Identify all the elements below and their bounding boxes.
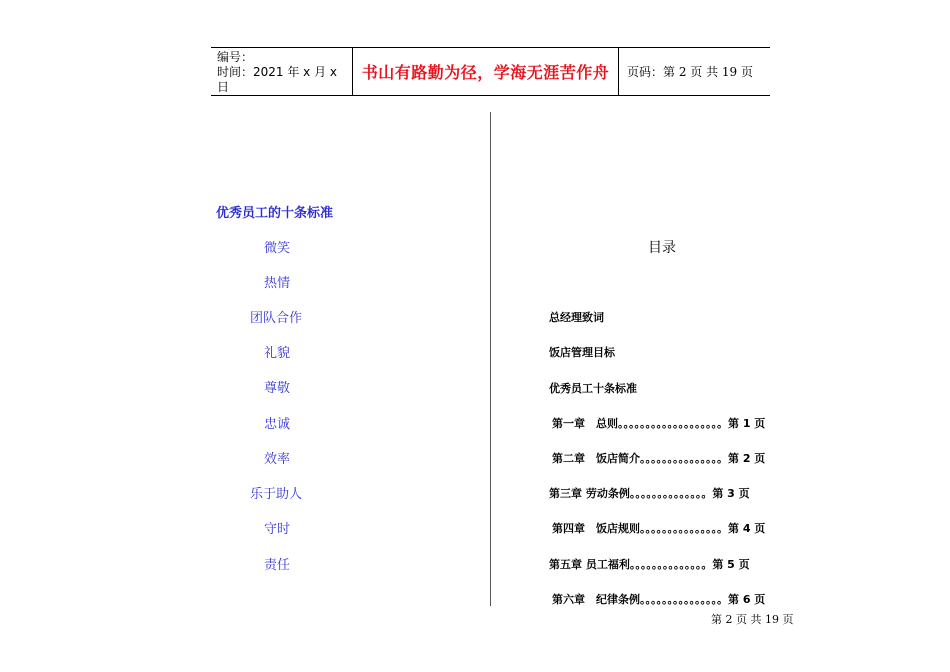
standard-item: 责任 [264,558,291,573]
header-motto-cell [353,48,619,95]
time-label: 时间：2021 年 x 月 x 日 [217,65,338,94]
toc-entry: 饭店管理目标 [549,346,615,359]
column-divider [490,112,491,606]
standard-item: 热情 [264,276,291,291]
standards-title: 优秀员工的十条标准 [216,206,334,221]
page-info: 页码：第 2 页 共 19 页 [627,65,753,79]
standard-item: 尊敬 [264,381,291,396]
number-label: 编号： [217,50,254,64]
standard-item: 团队合作 [250,311,303,326]
motto-text: 书山有路勤为径，学海无涯苦作舟 [361,63,610,82]
standard-item: 微笑 [264,241,291,256]
page-header [211,47,770,96]
toc-title: 目录 [648,240,676,256]
standard-item: 效率 [264,452,291,467]
toc-chapter-entry: 第一章 总则。。。。。。。。。。。。。。。。。。。第 1 页 [552,417,766,430]
standard-item: 忠诚 [264,417,291,432]
toc-chapter-entry: 第二章 饭店简介。。。。。。。。。。。。。。。第 2 页 [552,452,766,465]
toc-entry: 总经理致词 [549,311,604,324]
toc-chapter-entry: 第三章 劳动条例。。。。。。。。。。。。。。第 3 页 [549,487,750,500]
page-footer: 第 2 页 共 19 页 [711,613,794,626]
header-meta [211,48,353,95]
toc-chapter-entry: 第四章 饭店规则。。。。。。。。。。。。。。。第 4 页 [552,522,766,535]
toc-entry: 优秀员工十条标准 [549,382,637,395]
toc-chapter-entry: 第六章 纪律条例。。。。。。。。。。。。。。。第 6 页 [552,593,766,606]
standard-item: 礼貌 [264,346,291,361]
standard-item: 乐于助人 [250,487,303,502]
standard-item: 守时 [264,522,291,537]
toc-chapter-entry: 第五章 员工福利。。。。。。。。。。。。。。第 5 页 [549,558,750,571]
